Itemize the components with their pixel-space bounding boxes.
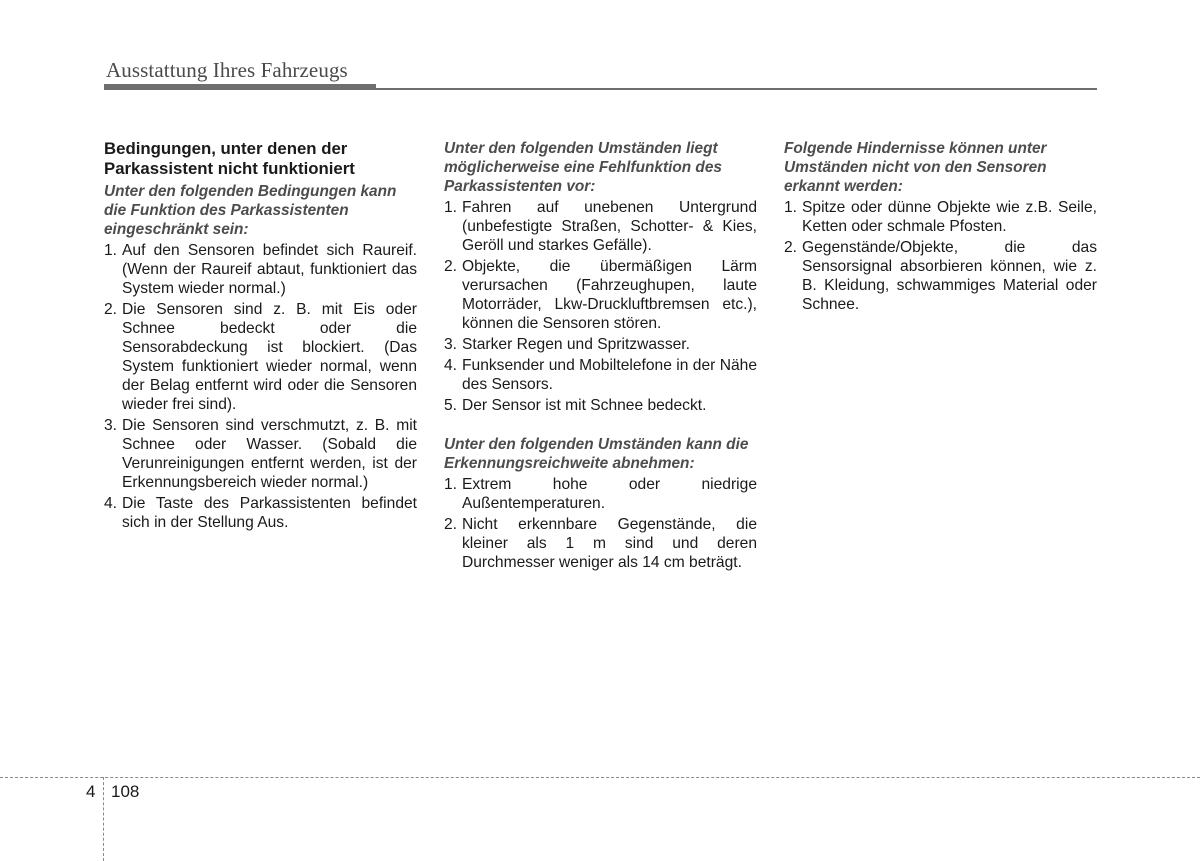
list-item (444, 335, 757, 354)
list-number: 1. (784, 199, 798, 216)
list-number: 5. (444, 397, 458, 414)
section-subheading: Unter den folgenden Bedingungen kann die Funktion des Parkassistenten eingeschränkt sein: (104, 183, 397, 238)
list-number: 2. (444, 516, 458, 533)
section-subheading: Unter den folgenden Umständen kann die Erkennungsreichweite abnehmen: (444, 436, 749, 472)
footer-dashed-divider (103, 777, 104, 861)
list-number: 3. (104, 417, 118, 434)
list-number: 1. (104, 242, 118, 259)
list-item (444, 198, 757, 255)
numbered-list (784, 198, 1097, 314)
list-number: 2. (444, 258, 458, 275)
page-number: 108 (111, 782, 140, 801)
list-item (784, 238, 1097, 314)
list-item (104, 494, 417, 532)
footer-dashed-rule (0, 777, 1200, 778)
list-text: Auf den Sensoren befindet sich Raureif. (Wenn der Raureif abtaut, funktioniert das System wieder normal.) (122, 242, 417, 297)
list-text: Der Sensor ist mit Schnee bedeckt. (462, 397, 707, 414)
list-text: Objekte, die übermäßigen Lärm verursachen (Fahrzeughupen, laute Motorräder, Lkw-Druckluftbremsen etc.), können die Sensoren stören. (462, 258, 757, 332)
list-item (444, 257, 757, 333)
list-item (444, 475, 757, 513)
numbered-list (444, 475, 757, 572)
list-item (104, 241, 417, 298)
chapter-number: 4 (86, 782, 96, 801)
list-item (104, 300, 417, 414)
list-item (784, 198, 1097, 236)
list-text: Spitze oder dünne Objekte wie z.B. Seile, Ketten oder schmale Pfosten. (802, 199, 1097, 235)
list-text: Die Sensoren sind z. B. mit Eis oder Schnee bedeckt oder die Sensorabdeckung ist blockiert. (Das System funktioniert wieder normal, wenn der Belag entfernt wird oder die Sensoren wieder frei sind). (122, 301, 417, 413)
list-item (444, 396, 757, 415)
numbered-list (444, 198, 757, 415)
section-subheading: Unter den folgenden Umständen liegt möglicherweise eine Fehlfunktion des Parkassistenten vor: (444, 140, 722, 195)
list-number: 1. (444, 476, 458, 493)
column-middle (444, 139, 757, 574)
list-number: 3. (444, 336, 458, 353)
header-rule-accent (104, 84, 376, 90)
list-text: Fahren auf unebenen Untergrund (unbefestigte Straßen, Schotter- & Kies, Geröll und starkes Gefälle). (462, 199, 757, 254)
list-text: Gegenstände/Objekte, die das Sensorsignal absorbieren können, wie z. B. Kleidung, schwammiges Material oder Schnee. (802, 239, 1097, 313)
list-text: Funksender und Mobiltelefone in der Nähe des Sensors. (462, 357, 757, 393)
running-head: Ausstattung Ihres Fahrzeugs (106, 58, 348, 82)
list-text: Die Sensoren sind verschmutzt, z. B. mit Schnee oder Wasser. (Sobald die Verunreinigungen entfernt werden, ist der Erkennungsbereich wieder normal.) (122, 417, 417, 491)
list-item (104, 416, 417, 492)
list-number: 4. (104, 495, 118, 512)
list-text: Starker Regen und Spritzwasser. (462, 336, 690, 353)
list-text: Extrem hohe oder niedrige Außentemperaturen. (462, 476, 757, 512)
column-right (784, 139, 1097, 316)
list-text: Nicht erkennbare Gegenstände, die kleiner als 1 m sind und deren Durchmesser weniger als 14 cm beträgt. (462, 516, 757, 571)
list-number: 2. (784, 239, 798, 256)
list-text: Die Taste des Parkassistenten befindet sich in der Stellung Aus. (122, 495, 417, 531)
list-number: 4. (444, 357, 458, 374)
numbered-list (104, 241, 417, 532)
column-left (104, 139, 417, 534)
section-subheading: Folgende Hindernisse können unter Umständen nicht von den Sensoren erkannt werden: (784, 140, 1047, 195)
list-number: 1. (444, 199, 458, 216)
section-heading: Bedingungen, unter denen der Parkassistent nicht funktioniert (104, 139, 355, 178)
list-item (444, 515, 757, 572)
list-item (444, 356, 757, 394)
list-number: 2. (104, 301, 118, 318)
